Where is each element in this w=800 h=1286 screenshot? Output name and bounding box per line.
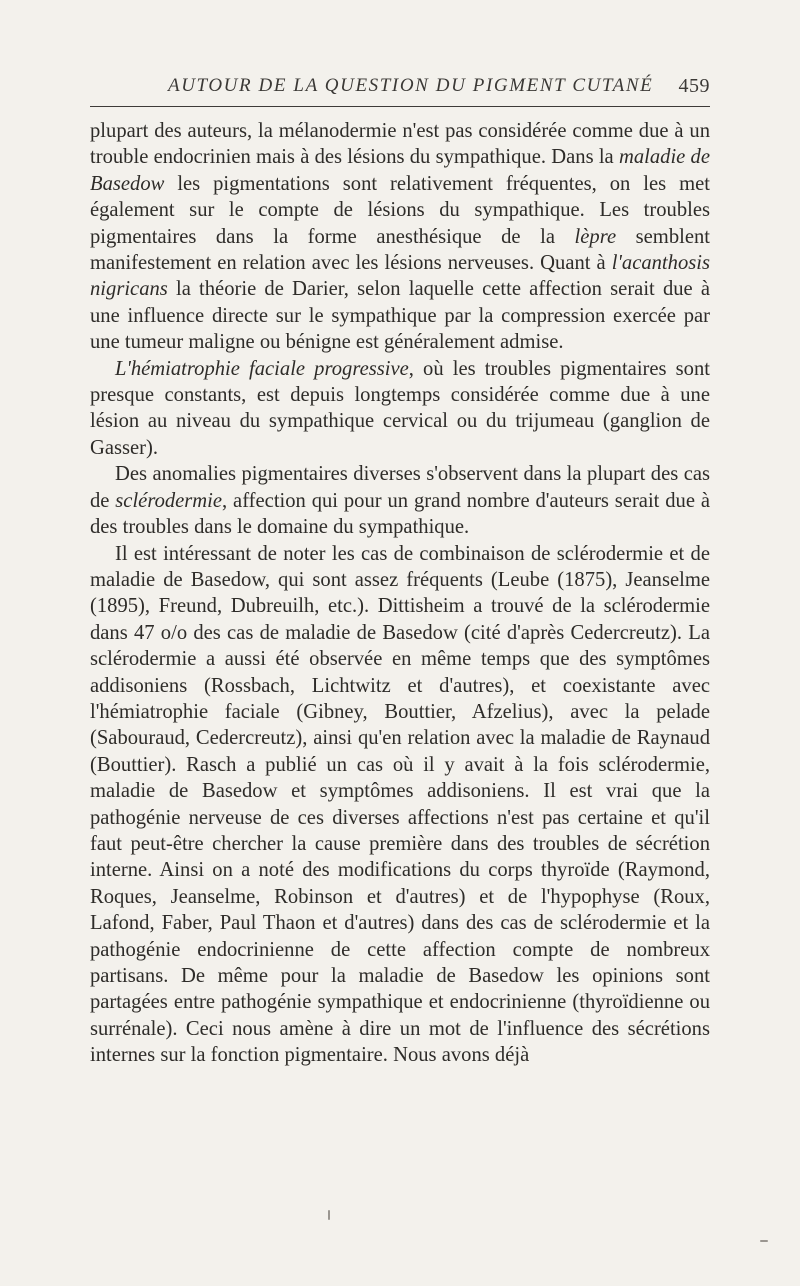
- body-text: [90, 118, 710, 1069]
- paper-speck: [328, 1210, 330, 1220]
- paragraph: [90, 356, 710, 462]
- italic-term: l'acanthosis nigricans: [90, 252, 710, 301]
- running-head: [90, 75, 710, 105]
- text-run: , affection qui pour un grand nombre d'auteurs serait due à des troubles dans le domaine du sympathique.: [90, 489, 710, 539]
- text-run: Des anomalies pigmentaires diverses s'observent dans la plupart des cas de: [90, 463, 710, 512]
- italic-term: lèpre: [574, 225, 617, 248]
- page-number: 459: [678, 75, 710, 97]
- text-run: Il est intéressant de noter les cas de combinaison de sclérodermie et de maladie de Basedow, qui sont assez fréquents (Leube (1875), Jeanselme (1895), Freund, Dubreuilh, etc.). Dittisheim a trouvé de la sclérodermie dans 47 o/o des cas de maladie de Basedow (cité d'après Cedercreutz). La sclérodermie a aussi été observée en même temps que des symptômes addisoniens (Rossbach, Lichtwitz et d'autres), et coexistante avec l'hémiatrophie faciale (Gibney, Bouttier, Afzelius), avec la pelade (Sabouraud, Cedercreutz), ainsi qu'en relation avec la maladie de Raynaud (Bouttier). Rasch a publié un cas où il y avait à la fois sclérodermie, maladie de Basedow et symptômes addisoniens. Il est vrai que la pathogénie nerveuse de ces diverses affections n'est pas certaine et qu'il faut peut-être chercher la cause première dans des troubles de sécrétion interne. Ainsi on a noté des modifications du corps thyroïde (Raymond, Roques, Jeanselme, Robinson et d'autres) et de l'hypophyse (Roux, Lafond, Faber, Paul Thaon et d'autres) dans des cas de sclérodermie et la pathogénie endocrinienne de cette affection compte de nombreux partisans. De même pour la maladie de Basedow les opinions sont partagées entre pathogénie sympathique et endocrinienne (thyroïdienne ou surrénale). Ceci nous amène à dire un mot de l'influence des sécrétions internes sur la fonction pigmentaire. Nous avons déjà: [90, 542, 710, 1067]
- header-rule: [90, 106, 710, 107]
- text-run: la théorie de Darier, selon laquelle cette affection serait due à une influence directe sur le sympathique par la compression exercée par une tumeur maligne ou bénigne est généralement admise.: [90, 278, 710, 354]
- italic-term: maladie de Basedow: [90, 146, 710, 195]
- paper-speck: [760, 1240, 768, 1242]
- paragraph: [90, 541, 710, 1069]
- text-run: plupart des auteurs, la mélanodermie n'est pas considérée comme due à un trouble endocrinien mais à des lésions du sympathique. Dans la: [90, 120, 710, 169]
- text-run: les pigmentations sont relativement fréquentes, on les met également sur le compte de lésions du sympathique. Les troubles pigmentaires dans la forme anesthésique de la: [90, 172, 710, 248]
- paragraph: [90, 118, 710, 356]
- text-run: , où les troubles pigmentaires sont presque constants, est depuis longtemps considérée comme due à une lésion au niveau du sympathique cervical ou du trijumeau (ganglion de Gasser).: [90, 357, 710, 459]
- italic-term: sclérodermie: [115, 489, 223, 512]
- running-title: AUTOUR DE LA QUESTION DU PIGMENT CUTANÉ: [168, 75, 654, 96]
- text-run: semblent manifestement en relation avec les lésions nerveuses. Quant à: [90, 225, 710, 275]
- italic-term: L'hémiatrophie faciale progressive: [115, 357, 409, 380]
- paragraph: [90, 461, 710, 540]
